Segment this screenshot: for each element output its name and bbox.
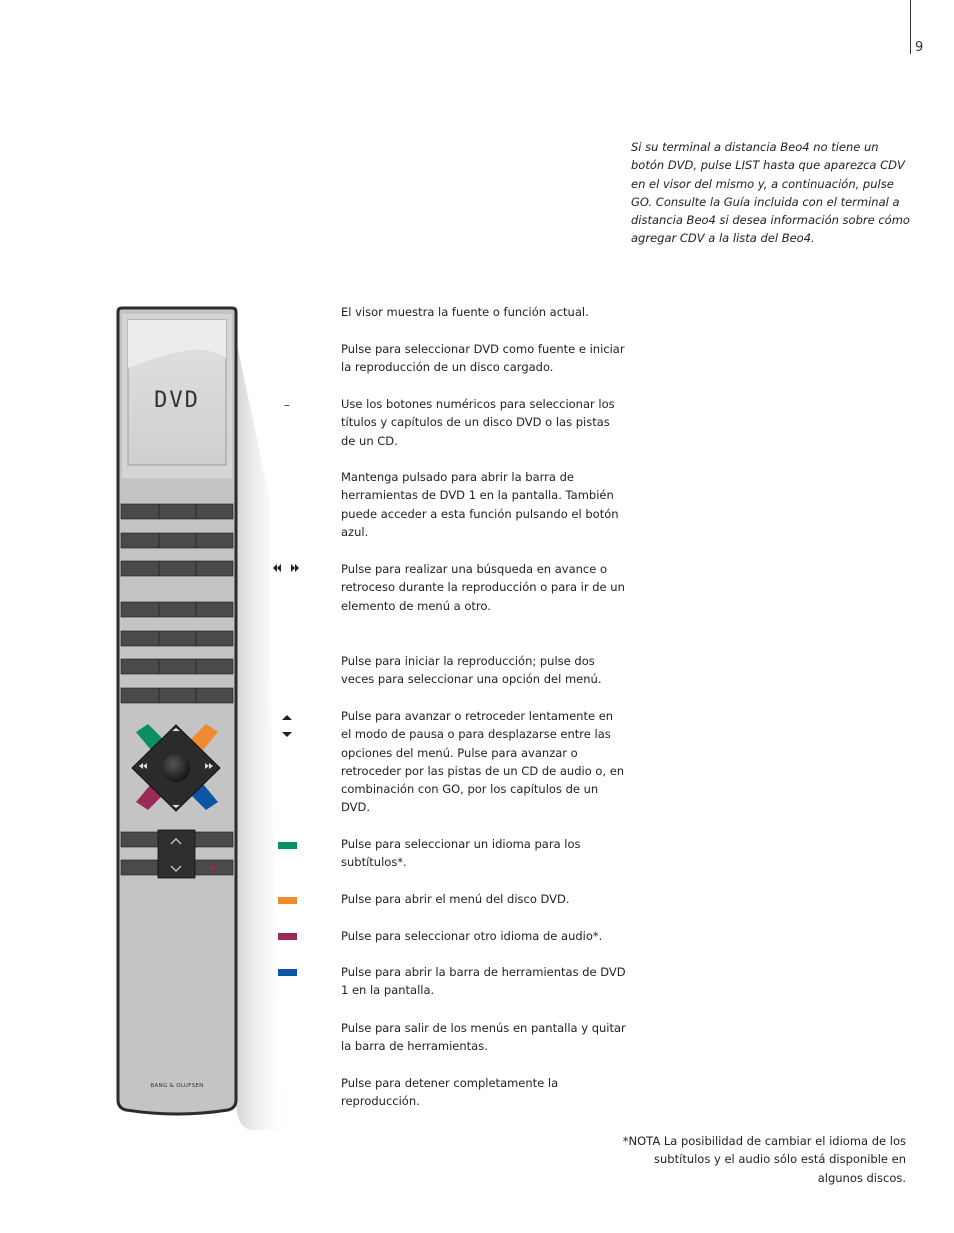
dash-marker: – — [284, 398, 290, 412]
remote-key-rows — [121, 504, 233, 703]
desc-up-down: Pulse para avanzar o retroceder lentamente en el modo de pausa o para desplazarse entre las opciones del menú. Pulse para avanzar o retroceder por las pistas de un CD de audio o, en combinación con GO, por los capítulos de un DVD. — [341, 709, 625, 815]
remote-display-text: DVD — [154, 388, 200, 413]
desc-hold-toolbar: Mantenga pulsado para abrir la barra de herramientas de DVD 1 en la pantalla. También puede acceder a esta función pulsando el botón azul. — [341, 470, 619, 539]
desc-blue: Pulse para abrir la barra de herramientas de DVD 1 en la pantalla. — [341, 965, 626, 998]
green-swatch — [278, 842, 297, 849]
desc-wind-rewind: Pulse para realizar una búsqueda en avance o retroceso durante la reproducción o para ir de un elemento de menú a otro. — [341, 562, 625, 613]
side-note: Si su terminal a distancia Beo4 no tiene un botón DVD, pulse LIST hasta que aparezca CDV en el visor del mismo y, a continuación, pulse GO. Consulte la Guía incluida con el terminal a distancia Beo4 si desea información sobre cómo agregar CDV a la lista del Beo4. — [631, 140, 910, 246]
remote-stop-dot — [211, 866, 215, 870]
wind-rewind-icon — [271, 562, 305, 574]
desc-go: Pulse para iniciar la reproducción; pulse dos veces para seleccionar una opción del menú. — [341, 654, 602, 687]
desc-stop: Pulse para detener completamente la reproducción. — [341, 1076, 559, 1109]
desc-exit: Pulse para salir de los menús en pantalla y quitar la barra de herramientas. — [341, 1021, 626, 1054]
remote-go-button — [162, 754, 190, 782]
beo4-remote-illustration — [100, 300, 300, 1140]
desc-dvd-button: Pulse para seleccionar DVD como fuente e iniciar la reproducción de un disco cargado. — [341, 342, 625, 375]
desc-number-buttons: Use los botones numéricos para seleccionar los títulos y capítulos de un disco DVD o las pistas de un CD. — [341, 397, 615, 448]
red-swatch — [278, 933, 297, 940]
desc-display: El visor muestra la fuente o función actual. — [341, 305, 589, 319]
desc-green: Pulse para seleccionar un idioma para los subtítulos*. — [341, 837, 581, 870]
yellow-swatch — [278, 897, 297, 904]
blue-swatch — [278, 969, 297, 976]
up-down-arrows-icon — [281, 712, 293, 740]
desc-yellow: Pulse para abrir el menú del disco DVD. — [341, 892, 570, 906]
page-number: 9 — [915, 40, 924, 55]
remote-brand: BANG & OLUFSEN — [150, 1083, 204, 1089]
desc-red: Pulse para seleccionar otro idioma de audio*. — [341, 929, 603, 943]
footnote: *NOTA La posibilidad de cambiar el idioma de los subtítulos y el audio sólo está disponible en algunos discos. — [622, 1134, 906, 1185]
page-rule — [910, 0, 911, 54]
